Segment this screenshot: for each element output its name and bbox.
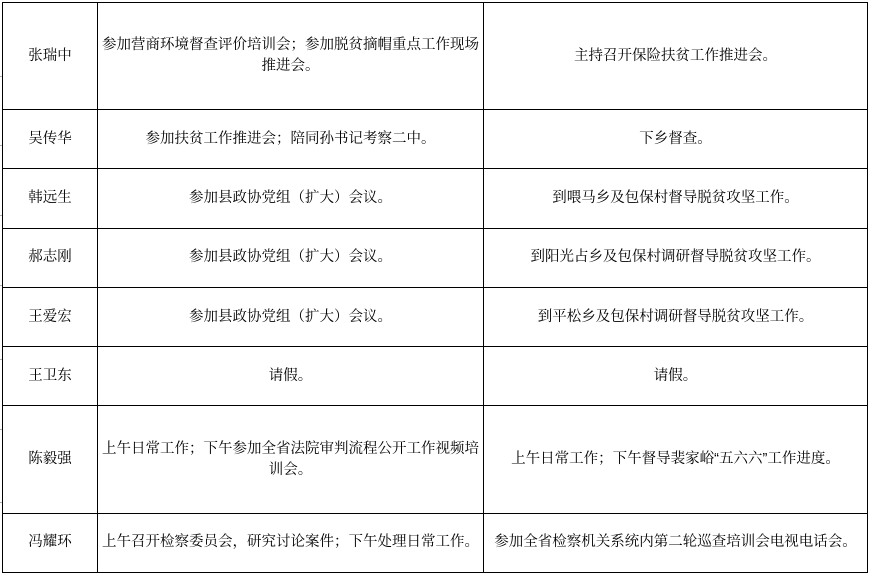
activity-1-cell: 参加县政协党组（扩大）会议。	[98, 287, 484, 346]
activity-1-cell: 上午日常工作；下午参加全省法院审判流程公开工作视频培训会。	[98, 406, 484, 513]
table-row	[3, 287, 868, 346]
table-row	[3, 347, 868, 406]
name-cell: 韩远生	[3, 169, 98, 228]
name-cell: 王爱宏	[3, 287, 98, 346]
table-row	[3, 110, 868, 169]
activity-2-cell: 请假。	[484, 347, 868, 406]
name-cell: 吴传华	[3, 110, 98, 169]
activity-2-cell: 参加全省检察机关系统内第二轮巡查培训会电视电话会。	[484, 513, 868, 572]
name-cell: 郝志刚	[3, 228, 98, 287]
activity-2-cell: 主持召开保险扶贫工作推进会。	[484, 3, 868, 110]
activity-1-cell: 上午召开检察委员会，研究讨论案件；下午处理日常工作。	[98, 513, 484, 572]
activity-2-cell: 下乡督查。	[484, 110, 868, 169]
name-cell: 张瑞中	[3, 3, 98, 110]
name-cell: 陈毅强	[3, 406, 98, 513]
activity-1-cell: 参加县政协党组（扩大）会议。	[98, 169, 484, 228]
row-boundary-tick	[0, 502, 2, 503]
table-row	[3, 406, 868, 513]
row-boundary-tick	[0, 359, 2, 360]
row-boundary-tick	[0, 215, 2, 216]
work-schedule-table	[2, 2, 868, 573]
activity-1-cell: 参加营商环境督查评价培训会；参加脱贫摘帽重点工作现场推进会。	[98, 3, 484, 110]
table-row	[3, 228, 868, 287]
table-row	[3, 513, 868, 572]
activity-1-cell: 参加扶贫工作推进会；陪同孙书记考察二中。	[98, 110, 484, 169]
table-row	[3, 169, 868, 228]
row-boundary-tick	[0, 145, 2, 146]
name-cell: 王卫东	[3, 347, 98, 406]
row-boundary-tick	[0, 429, 2, 430]
activity-2-cell: 上午日常工作；下午督导裴家峪“五六六”工作进度。	[484, 406, 868, 513]
activity-1-cell: 参加县政协党组（扩大）会议。	[98, 228, 484, 287]
activity-2-cell: 到平松乡及包保村调研督导脱贫攻坚工作。	[484, 287, 868, 346]
name-cell: 冯耀环	[3, 513, 98, 572]
activity-1-cell: 请假。	[98, 347, 484, 406]
table-row	[3, 3, 868, 110]
row-boundary-tick	[0, 285, 2, 286]
activity-2-cell: 到阳光占乡及包保村调研督导脱贫攻坚工作。	[484, 228, 868, 287]
row-boundary-tick	[0, 76, 2, 77]
activity-2-cell: 到喂马乡及包保村督导脱贫攻坚工作。	[484, 169, 868, 228]
